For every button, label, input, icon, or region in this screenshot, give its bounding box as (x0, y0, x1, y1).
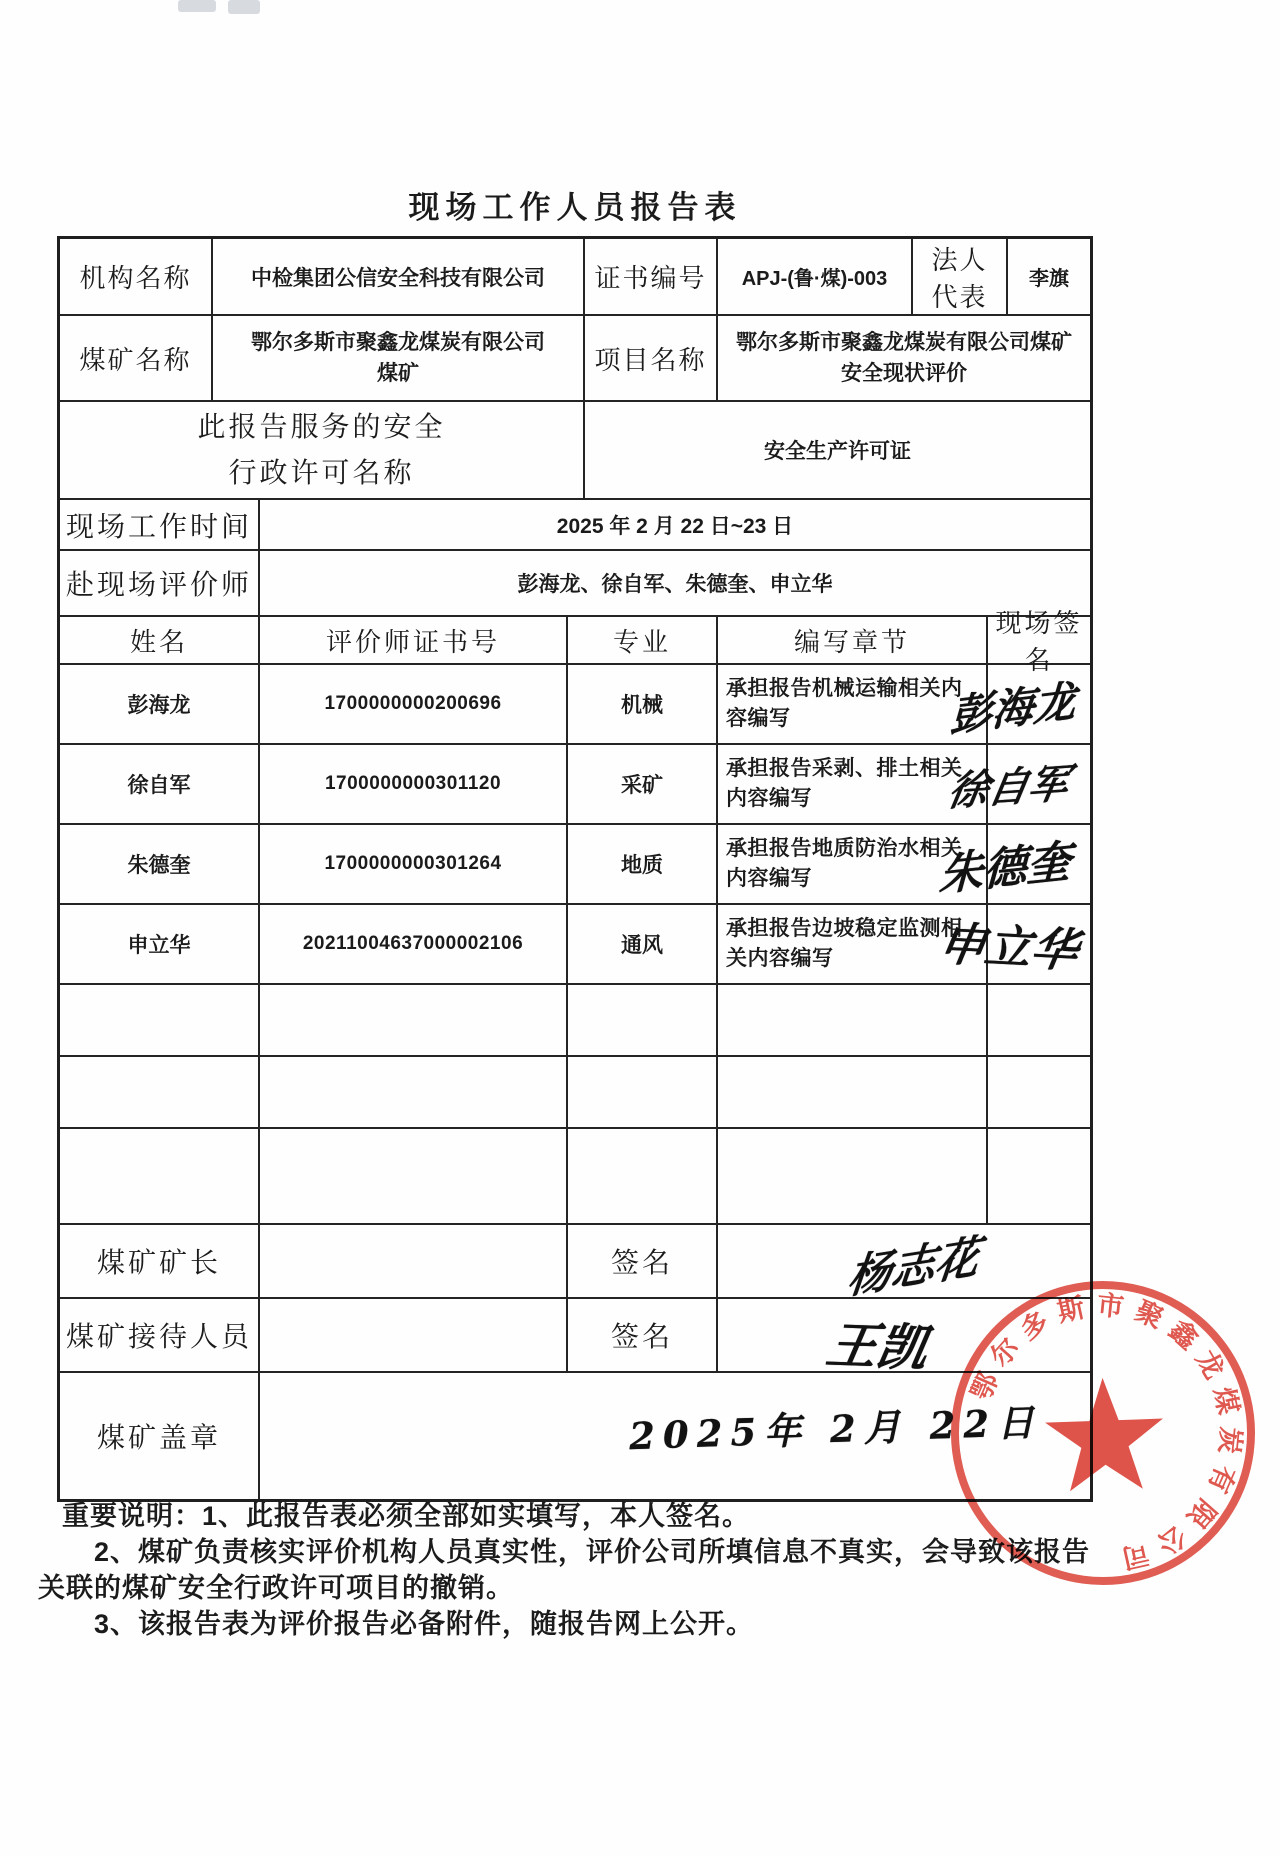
mine-name-value: 鄂尔多斯市聚鑫龙煤炭有限公司 煤矿 (213, 316, 585, 402)
evaluator-major: 采矿 (568, 745, 718, 825)
evaluator-cert: 1700000000200696 (260, 665, 568, 745)
evaluator-signature-cell (944, 745, 1090, 825)
evaluator-cert: 1700000000301120 (260, 745, 568, 825)
empty-row (60, 1129, 1090, 1225)
license-label: 此报告服务的安全 行政许可名称 (60, 402, 585, 500)
empty-cell (60, 1057, 260, 1129)
empty-cell (988, 1057, 1090, 1129)
empty-cell (260, 1129, 568, 1225)
org-value: 中检集团公信安全科技有限公司 (213, 239, 585, 316)
scan-artifact (178, 0, 216, 12)
empty-cell (60, 1129, 260, 1225)
note-line: 2、煤矿负责核实评价机构人员真实性，评价公司所填信息不真实，会导致该报告 (94, 1537, 1091, 1567)
empty-cell (988, 1129, 1090, 1225)
empty-cell (718, 1129, 988, 1225)
col-header-name: 姓名 (60, 617, 260, 665)
empty-cell (988, 985, 1090, 1057)
evaluator-header-row (60, 608, 1090, 675)
evaluator-chapter: 承担报告机械运输相关内容编写 (718, 665, 988, 745)
evaluator-cert: 20211004637000002106 (260, 905, 568, 985)
evaluators-value: 彭海龙、徐自军、朱德奎、申立华 (260, 551, 1090, 617)
evaluator-name: 申立华 (60, 905, 260, 985)
legal-rep-value: 李旗 (1008, 239, 1090, 316)
seal-star-icon (1044, 1376, 1166, 1492)
evaluator-major: 地质 (568, 825, 718, 905)
project-name-label: 项目名称 (585, 316, 718, 402)
handwritten-signature: 杨志花 (845, 1230, 982, 1305)
col-header-chapter: 编写章节 (718, 617, 988, 665)
empty-row (60, 985, 1090, 1057)
note-line: 关联的煤矿安全行政许可项目的撤销。 (38, 1573, 514, 1603)
evaluator-chapter: 承担报告地质防治水相关内容编写 (718, 825, 988, 905)
mine-director-label: 煤矿矿长 (60, 1225, 260, 1299)
evaluator-row (60, 665, 1090, 745)
worktime-label: 现场工作时间 (60, 500, 260, 551)
cert-no-label: 证书编号 (585, 239, 718, 316)
evaluator-cert: 1700000000301264 (260, 825, 568, 905)
worktime-value: 2025 年 2 月 22 日~23 日 (260, 500, 1090, 551)
evaluator-signature-cell (938, 825, 1090, 905)
legal-rep-label: 法人代表 (913, 239, 1008, 316)
seal-ring-text: 鄂尔多斯市聚鑫龙煤炭有限公司 (965, 1289, 1247, 1576)
row-organization (60, 239, 1090, 316)
row-license (60, 402, 1090, 500)
col-header-major: 专业 (568, 617, 718, 665)
evaluator-signature-cell (935, 905, 1090, 985)
empty-cell (260, 1057, 568, 1129)
col-header-signature: 现场签名 (988, 617, 1090, 665)
director-sign-label: 签名 (568, 1225, 718, 1299)
scan-artifact (228, 0, 260, 14)
evaluator-row (60, 825, 1090, 905)
org-label: 机构名称 (60, 239, 213, 316)
empty-cell (260, 1225, 568, 1299)
empty-cell (260, 985, 568, 1057)
mine-seal-label: 煤矿盖章 (60, 1373, 260, 1499)
evaluator-name: 彭海龙 (60, 665, 260, 745)
evaluator-major: 通风 (568, 905, 718, 985)
handwritten-signature: 王凯 (822, 1315, 933, 1378)
cert-no-value: APJ-(鲁·煤)-003 (718, 239, 913, 316)
mine-name-label: 煤矿名称 (60, 316, 213, 402)
evaluators-label: 赴现场评价师 (60, 551, 260, 617)
empty-cell (568, 1057, 718, 1129)
handwritten-seal-date: 2025年 2月 22日 (628, 1399, 1043, 1459)
evaluator-chapter: 承担报告采剥、排土相关内容编写 (718, 745, 988, 825)
license-value: 安全生产许可证 (585, 402, 1090, 500)
receptionist-sign-label: 签名 (568, 1299, 718, 1373)
evaluator-row (60, 905, 1090, 985)
handwritten-signature: 申立华 (935, 916, 1082, 978)
page-title: 现场工作人员报告表 (408, 190, 742, 225)
handwritten-signature: 徐自军 (944, 759, 1073, 816)
handwritten-signature: 彭海龙 (949, 676, 1077, 742)
receptionist-label: 煤矿接待人员 (60, 1299, 260, 1373)
empty-cell (260, 1299, 568, 1373)
empty-cell (60, 985, 260, 1057)
row-mine-name (60, 316, 1090, 402)
evaluator-signature-cell (949, 665, 1090, 745)
handwritten-signature: 朱德奎 (938, 835, 1072, 902)
empty-cell (568, 985, 718, 1057)
note-line: 3、该报告表为评价报告必备附件，随报告网上公开。 (94, 1609, 755, 1639)
empty-row (60, 1057, 1090, 1129)
evaluator-name: 朱德奎 (60, 825, 260, 905)
project-name-value: 鄂尔多斯市聚鑫龙煤炭有限公司煤矿 安全现状评价 (718, 316, 1090, 402)
empty-cell (718, 985, 988, 1057)
row-mine-director (60, 1225, 1090, 1305)
empty-cell (718, 1057, 988, 1129)
evaluator-row (60, 745, 1090, 825)
row-worktime (60, 500, 1090, 551)
col-header-cert: 评价师证书号 (260, 617, 568, 665)
evaluator-chapter: 承担报告边坡稳定监测相关内容编写 (718, 905, 988, 985)
evaluator-major: 机械 (568, 665, 718, 745)
empty-cell (568, 1129, 718, 1225)
evaluator-name: 徐自军 (60, 745, 260, 825)
row-evaluators (60, 551, 1090, 617)
note-line: 重要说明：1、此报告表必须全部如实填写，本人签名。 (62, 1501, 751, 1531)
